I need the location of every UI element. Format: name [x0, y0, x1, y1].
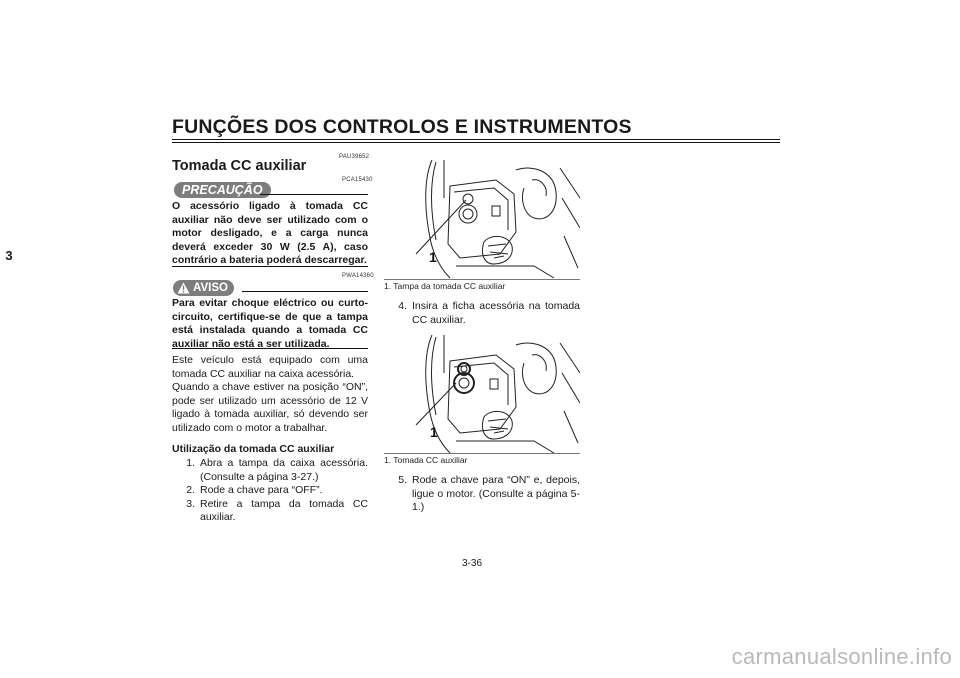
- precaucao-rule: [260, 194, 368, 195]
- step-text: Abra a tampa da caixa acessória. (Consulte a página 3-27.): [200, 457, 368, 483]
- step-text: Rode a chave para “OFF”.: [200, 484, 323, 496]
- figure2-callout: 1: [430, 424, 438, 440]
- step-number: 3.: [186, 497, 195, 510]
- paragraph-usage: Quando a chave estiver na posição “ON”, pode ser utilizado um acessório de 12 V ligado à tomada auxiliar, só devendo ser utilizado com o motor a trabalhar.: [172, 381, 368, 434]
- list-item: [172, 498, 368, 525]
- steps-list: [172, 457, 368, 525]
- precaucao-bottom-rule: [172, 266, 368, 267]
- step-number: 5.: [398, 474, 407, 486]
- step-text: Retire a tampa da tomada CC auxiliar.: [200, 497, 368, 523]
- sub-heading: Utilização da tomada CC auxiliar: [172, 443, 335, 455]
- figure-outlet: [384, 333, 580, 453]
- section-code: PAU39652: [339, 154, 370, 160]
- step-text: Insira a ficha acessória na tomada CC auxiliar.: [412, 300, 580, 326]
- outlet-illustration: [384, 333, 580, 453]
- section-title: Tomada CC auxiliar: [172, 158, 307, 174]
- step-number: 4.: [398, 300, 407, 312]
- aviso-bottom-rule: [172, 348, 368, 349]
- outlet-cover-illustration: [384, 158, 580, 280]
- figure1-caption-rule: [384, 279, 580, 280]
- figure-outlet-cover: [384, 158, 580, 280]
- aviso-text: Para evitar choque eléctrico ou curto-circuito, certifique-se de que a tampa está instalada quando a tomada CC auxiliar não está a ser utilizada.: [172, 297, 368, 350]
- paragraph-intro: Este veículo está equipado com uma tomada CC auxiliar na caixa acessória.: [172, 354, 368, 380]
- watermark: carmanualsonline.info: [731, 644, 952, 669]
- figure1-caption: 1. Tampa da tomada CC auxiliar: [384, 281, 506, 291]
- list-item: [384, 300, 580, 327]
- title-rule: [172, 139, 780, 143]
- list-item: [172, 484, 368, 498]
- figure2-caption-rule: [384, 453, 580, 454]
- figure1-callout: 1: [429, 249, 437, 265]
- chapter-number: 3: [5, 248, 13, 263]
- precaucao-badge: PRECAUÇÃO: [174, 182, 271, 198]
- aviso-rule: [242, 291, 368, 292]
- list-item: [172, 457, 368, 484]
- page-title: FUNÇÕES DOS CONTROLOS E INSTRUMENTOS: [172, 116, 632, 138]
- aviso-badge: [173, 280, 234, 296]
- figure2-caption: 1. Tomada CC auxiliar: [384, 455, 468, 465]
- step-text: Rode a chave para “ON” e, depois, ligue o motor. (Consulte a página 5-1.): [412, 474, 580, 513]
- step-number: 1.: [186, 457, 195, 469]
- aviso-code: PWA14360: [342, 273, 374, 279]
- aviso-label: AVISO: [193, 282, 228, 294]
- warning-icon: [177, 282, 190, 294]
- list-item: [384, 474, 580, 515]
- precaucao-text: O acessório ligado à tomada CC auxiliar não deve ser utilizado com o motor desligado, e a carga nunca deverá exceder 30 W (2.5 A), caso contrário a bateria poderá descarregar.: [172, 200, 368, 266]
- precaucao-code: PCA15430: [342, 177, 373, 183]
- page-number: 3-36: [462, 558, 483, 569]
- step-number: 2.: [186, 484, 195, 496]
